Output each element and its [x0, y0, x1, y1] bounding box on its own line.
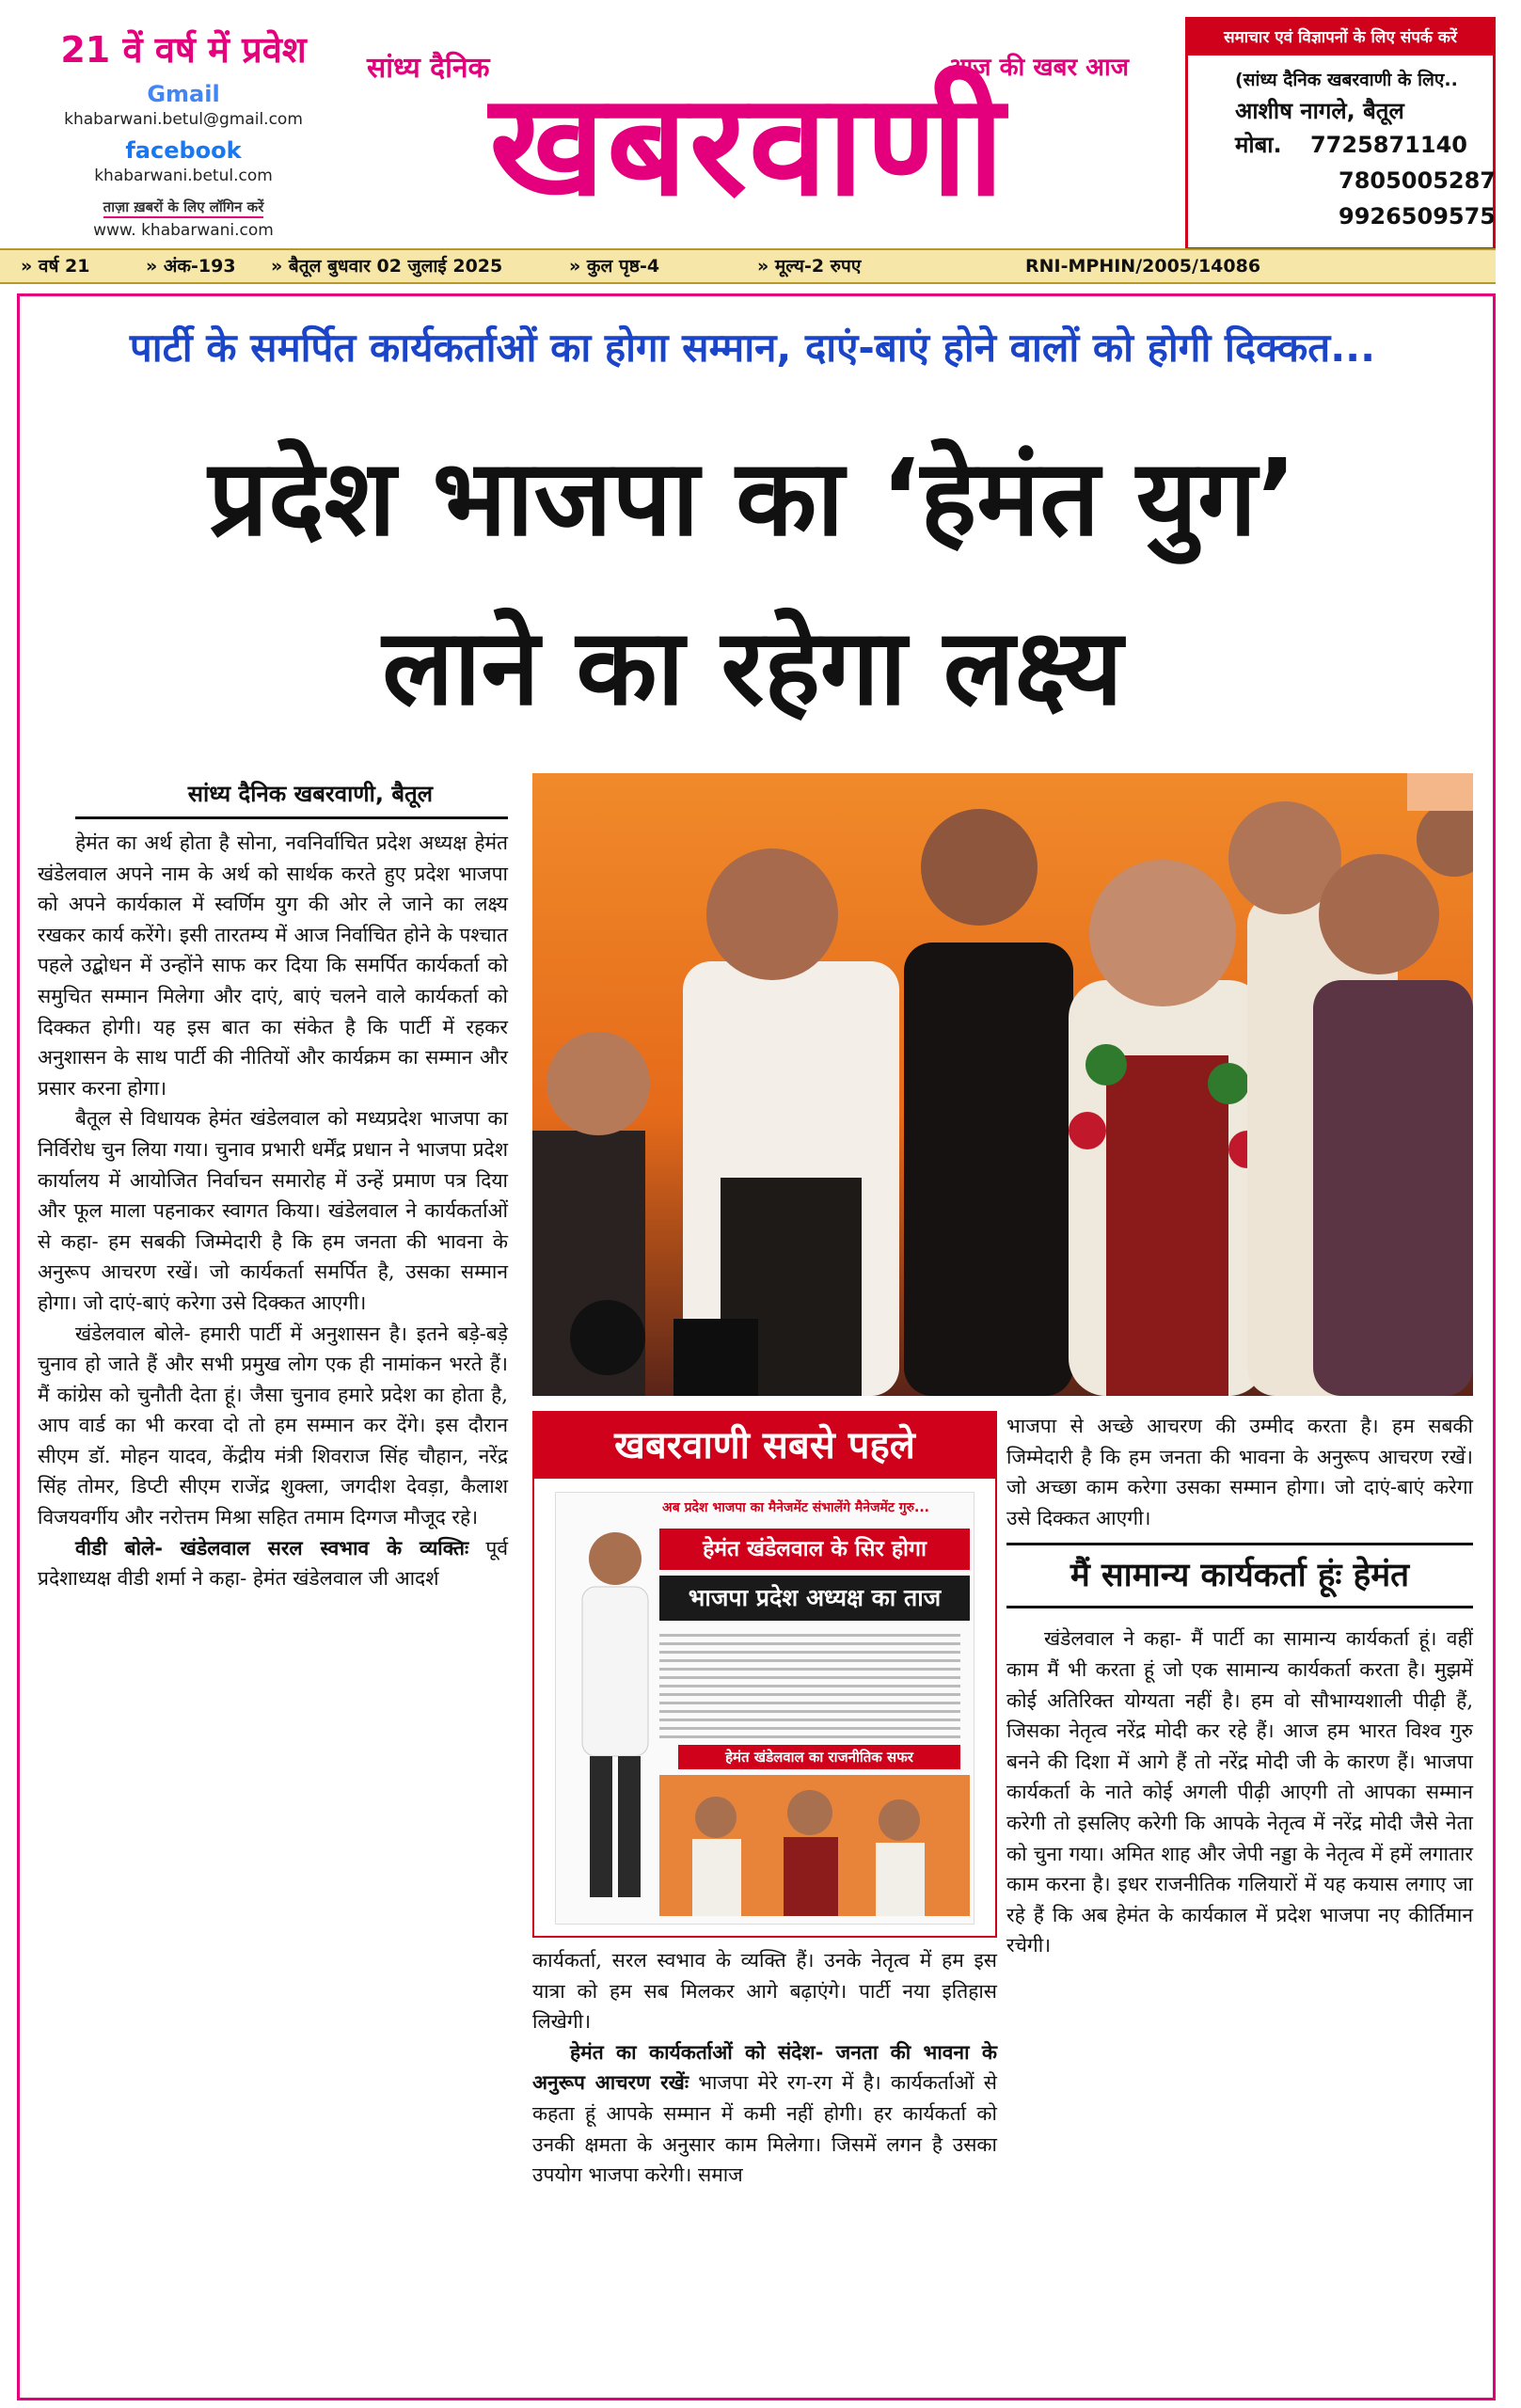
phone-label: मोबा. [1235, 132, 1282, 158]
anniversary-line: 21 वें वर्ष में प्रवेश [60, 29, 307, 71]
login-note: ताज़ा ख़बरों के लिए लॉगिन करें [103, 198, 264, 218]
rni-number: RNI-MPHIN/2005/14086 [1025, 256, 1261, 277]
phone-number[interactable]: 7725871140 [1309, 132, 1467, 158]
article-kicker: पार्टी के समर्पित कार्यकर्ताओं का होगा सम्मान, दाएं-बाएं होने वालों को होगी दिक्कत... [129, 325, 1376, 371]
facebook-logo: facebook [125, 137, 242, 164]
gmail-logo: Gmail [147, 81, 220, 107]
contact-box [1185, 17, 1496, 250]
article-paragraph [532, 2037, 997, 2191]
article-paragraph: हेमंत का अर्थ होता है सोना, नवनिर्वाचित प्रदेश अध्यक्ष हेमंत खंडेलवाल अपने नाम के अर्थ को सार्थक करते हुए प्रदेश भाजपा को अपने कार्यकाल में स्वर्णिम युग की ओर ले जाने का लक्ष्य रखकर कार्य करेंगे। इसी तारतम्य में आज निर्वाचित होने के पश्चात पहले उद्बोधन में उन्होंने साफ कर दिया कि समर्पित कार्यकर्ता को समुचित सम्मान मिलेगा और दाएं, बाएं चलने वाले कार्यकर्ता को दिक्कत होगी। यह इस बात का संकेत है कि पार्टी में रहकर अनुशासन के साथ पार्टी की नीतियों और कार्यक्रम का सम्मान और प्रसार करना होगा। [38, 832, 508, 1100]
section-subheading: मैं सामान्य कार्यकर्ता हूंः हेमंत [1006, 1543, 1473, 1608]
website-link[interactable]: www. khabarwani.com [93, 221, 274, 240]
facebook-page[interactable]: khabarwani.betul.com [94, 166, 273, 185]
issue-number: » अंक-193 [146, 256, 236, 277]
paper-nameplate [357, 28, 1138, 226]
article-headline [28, 414, 1477, 752]
left-info-panel [52, 26, 315, 243]
paragraph-text: पूर्व प्रदेशाध्यक्ष वीडी शर्मा ने कहा- हेमंत खंडेलवाल जी आदर्श [38, 1536, 509, 1591]
contact-heading: समाचार एवं विज्ञापनों के लिए संपर्क करें [1188, 20, 1493, 55]
clip-headline-1: हेमंत खंडेलवाल के सिर होगा [659, 1529, 970, 1570]
issue-price: » मूल्य-2 रुपए [757, 256, 862, 277]
masthead [0, 0, 1521, 245]
article-column-3 [1006, 1411, 1473, 1961]
clip-kicker: अब प्रदेश भाजपा का मैनेजमेंट संभालेंगे मैनेजमेंट गुरु... [662, 1500, 929, 1515]
paper-tag-left: सांध्य दैनिक [367, 52, 490, 85]
issue-date: » बैतूल बुधवार 02 जुलाई 2025 [271, 256, 503, 277]
previous-report-box [532, 1411, 997, 1938]
contact-body [1188, 55, 1496, 234]
clip-group-photo [659, 1775, 970, 1916]
article-paragraph: खंडेलवाल बोले- हमारी पार्टी में अनुशासन है। इतने बड़े-बड़े चुनाव हो जाते हैं और सभी प्रमुख लोग एक ही नामांकन भरते हैं। मैं कांग्रेस को चुनौती देता हूं। जैसा चुनाव हमारे प्रदेश का होता है, आप वार्ड का भी करवा दो तो हम सम्मान कर देंगे। इस दौरान सीएम डॉ. मोहन यादव, केंद्रीय मंत्री शिवराज सिंह चौहान, नरेंद्र सिंह तोमर, डिप्टी सीएम राजेंद्र शुक्ला, जगदीश देवड़ा, कैलाश विजयवर्गीय और नरोत्तम मिश्रा सहित तमाम दिग्गज मौजूद रहे। [38, 1322, 508, 1529]
byline: सांध्य दैनिक खबरवाणी, बैतूल [75, 771, 508, 819]
page-count: » कुल पृष्ठ-4 [569, 256, 660, 277]
article-paragraph: बैतूल से विधायक हेमंत खंडेलवाल को मध्यप्रदेश भाजपा का निर्विरोध चुन लिया गया। चुनाव प्रभारी धर्मेंद्र प्रधान ने भाजपा प्रदेश कार्यालय में आयोजित निर्वाचन समारोह में उन्हें प्रमाण पत्र दिया और फूल माला पहनाकर स्वागत किया। खंडेलवाल ने कार्यकर्ताओं से कहा- हम सबकी जिम्मेदारी है कि हम जनता की भावना के अनुरूप आचरण रखें। जो कार्यकर्ता समर्पित है, उसका सम्मान होगा। जो दाएं-बाएं करेगा उसे दिक्कत आएगी। [38, 1107, 508, 1314]
headline-line-2: लाने का रहेगा लक्ष्य [382, 607, 1123, 729]
issue-year: » वर्ष 21 [21, 256, 90, 277]
article-paragraph: भाजपा से अच्छे आचरण की उम्मीद करता है। हम सबकी जिम्मेदारी है कि हम जनता की भावना के अनुरूप आचरण रखें। जो अच्छा काम करेगा उसका सम्मान होगा। जो दाएं-बाएं करेगा उसे दिक्कत आएगी। [1006, 1415, 1473, 1529]
phone-number[interactable]: 7805005287 [1339, 167, 1496, 194]
clip-person-photo [563, 1521, 658, 1916]
photo-illustration [532, 773, 1473, 1396]
email-address[interactable]: khabarwani.betul@gmail.com [64, 110, 303, 129]
paper-tagline: आज की खबर आज [947, 54, 1129, 82]
inset-heading: खबरवाणी सबसे पहले [534, 1413, 995, 1479]
contact-name: आशीष नागले, बैतूल [1235, 98, 1404, 124]
article-paragraph: खंडेलवाल ने कहा- मैं पार्टी का सामान्य कार्यकर्ता हूं। वहीं काम मैं भी करता हूं जो एक सामान्य कार्यकर्ता करता है। मुझमें कोई अतिरिक्त योग्यता नहीं है। हम वो सौभाग्यशाली पीढ़ी हैं, जिसका नेतृत्व नरेंद्र मोदी कर रहे हैं। आज हम भारत विश्व गुरु बनने की दिशा में आगे हैं तो नरेंद्र मोदी जी के कारण हैं। भाजपा कार्यकर्ता के नाते कोई अगली पीढ़ी आएगी तो आपका सम्मान करेगी तो इसलिए करेगी कि आपके नेतृत्व में नरेंद्र मोदी जैसे नेता को चुना गया। अमित शाह और जेपी नड्डा के नेतृत्व में हमें लगातार काम करना है। इधर राजनीतिक गलियारों में यह कयास लगाए जा रहे हैं कि अब हेमंत के कार्यकाल में प्रदेश भाजपा नए कीर्तिमान रचेगी। [1006, 1627, 1473, 1957]
issue-info-strip [0, 248, 1496, 284]
paragraph-text: भाजपा मेरे रग-रग में है। कार्यकर्ताओं से कहता हूं आपके सम्मान में कमी नहीं होगी। हर कार्यकर्ता को उनकी क्षमता के अनुसार काम मिलेगा। जिसमें लगन है उसका उपयोग भाजपा करेगी। समाज [532, 2071, 997, 2187]
paper-name: खबरवाणी [489, 64, 1006, 228]
article-column-2 [532, 1945, 997, 2191]
clip-text-lines [659, 1634, 960, 1744]
paragraph-lead: हेमंत का कार्यकर्ताओं को संदेश- जनता की भावना के अनुरूप आचरण रखेंः [532, 2040, 997, 2095]
contact-for: (सांध्य दैनिक खबरवाणी के लिए.. [1235, 70, 1458, 90]
clip-subheading: हेमंत खंडेलवाल का राजनीतिक सफर [678, 1745, 960, 1769]
article-column-1 [38, 828, 508, 1594]
article-paragraph [38, 1533, 508, 1594]
headline-line-1: प्रदेश भाजपा का ‘हेमंत युग’ [208, 437, 1297, 560]
newspaper-clipping [555, 1492, 974, 1925]
article-paragraph: कार्यकर्ता, सरल स्वभाव के व्यक्ति हैं। उनके नेतृत्व में हम इस यात्रा को हम सब मिलकर आगे बढ़ाएंगे। पार्टी नया इतिहास लिखेगी। [532, 1949, 997, 2034]
paragraph-lead: वीडी बोले- खंडेलवाल सरल स्वभाव के व्यक्तिः [75, 1536, 469, 1560]
news-photo [532, 773, 1473, 1396]
phone-line-1 [1235, 127, 1493, 163]
clip-headline-2: भाजपा प्रदेश अध्यक्ष का ताज [659, 1576, 970, 1621]
phone-number[interactable]: 9926509575 [1339, 203, 1496, 230]
